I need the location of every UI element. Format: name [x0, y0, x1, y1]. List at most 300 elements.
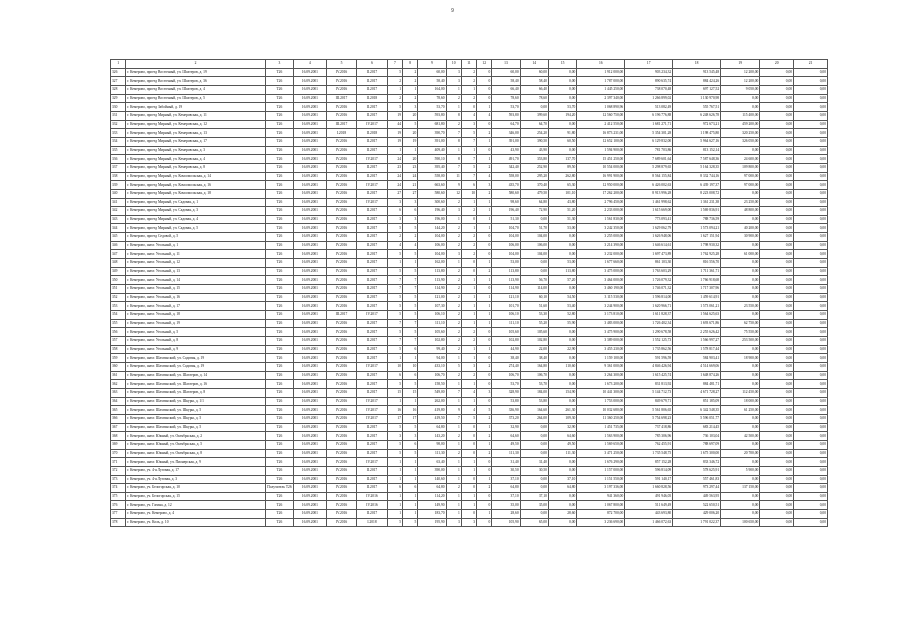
- table-cell: 1: [477, 302, 492, 311]
- table-cell: 16.09.2001: [294, 207, 327, 216]
- table-cell: 8 913 996,28: [625, 189, 673, 198]
- table-cell: 1: [402, 501, 417, 510]
- table-cell: 19: [402, 137, 417, 146]
- table-cell: 2: [461, 250, 476, 259]
- table-cell: 2: [461, 371, 476, 380]
- table-cell: 18 900,00: [721, 354, 760, 363]
- table-cell: Т26: [265, 276, 293, 285]
- table-cell: 333: [111, 129, 126, 138]
- table-cell: 5: [402, 328, 417, 337]
- table-cell: г. Кемерово, шахт. Шахтинский, уч. Шкуры, д. 5: [126, 414, 265, 423]
- table-cell: 2: [402, 77, 417, 86]
- table-cell: 53,30: [520, 311, 548, 320]
- table-cell: 5: [387, 311, 402, 320]
- table-cell: II.2017: [357, 207, 388, 216]
- table-cell: 3: [402, 103, 417, 112]
- table-row: [111, 120, 828, 129]
- table-cell: 0: [477, 518, 492, 527]
- table-cell: 1 675 300,00: [673, 449, 721, 458]
- table-cell: г. Кемерово, шахт. Угольный, д. 17: [126, 302, 265, 311]
- table-cell: 0,00: [794, 293, 828, 302]
- table-cell: 1: [477, 345, 492, 354]
- table-cell: Т26: [265, 163, 293, 172]
- table-cell: II.2017: [357, 475, 388, 484]
- table-cell: IV.2016: [326, 337, 357, 346]
- table-cell: Т26: [265, 120, 293, 129]
- table-cell: 375: [111, 492, 126, 501]
- table-row: [111, 215, 828, 224]
- table-cell: Т26: [265, 129, 293, 138]
- table-cell: 336,90: [492, 406, 520, 415]
- table-cell: 370: [111, 449, 126, 458]
- table-cell: 773 093,41: [625, 215, 673, 224]
- table-cell: г. Кемерово, проезд Мирный, уч. Кемеровская, д. 3: [126, 146, 265, 155]
- table-cell: 1: [461, 302, 476, 311]
- table-cell: 16.09.2001: [294, 181, 327, 190]
- table-cell: 16.09.2001: [294, 129, 327, 138]
- table-cell: 0,00: [721, 414, 760, 423]
- table-cell: г. Кемерово, шахт. Южный, уч. Октябрьская, д. 8: [126, 449, 265, 458]
- table-cell: 1 693 671,86: [673, 319, 721, 328]
- table-row: [111, 492, 828, 501]
- table-cell: 513 082,49: [625, 103, 673, 112]
- table-cell: 3 471 250,00: [577, 449, 625, 458]
- table-cell: 1 361 231,38: [673, 198, 721, 207]
- table-cell: 102,80: [520, 337, 548, 346]
- table-cell: 109,30: [548, 414, 576, 423]
- table-cell: II.2017: [357, 285, 388, 294]
- table-cell: 0,00: [721, 423, 760, 432]
- table-cell: IV.2016: [326, 388, 357, 397]
- table-cell: 0,00: [760, 267, 794, 276]
- table-cell: 111,10: [492, 319, 520, 328]
- table-cell: 1: [461, 345, 476, 354]
- table-cell: 113,80: [548, 267, 576, 276]
- table-cell: IV.2017: [357, 198, 388, 207]
- table-cell: 0,00: [760, 362, 794, 371]
- table-cell: 64,80: [520, 198, 548, 207]
- table-cell: IV.2016: [326, 501, 357, 510]
- table-cell: г. Кемерово, проезд Мирный, уч. Комсомольская, д. 16: [126, 181, 265, 190]
- table-cell: Т26: [265, 510, 293, 519]
- table-cell: 328,90: [492, 388, 520, 397]
- table-cell: 30,50: [492, 466, 520, 475]
- table-cell: 137 150,00: [721, 484, 760, 493]
- table-cell: 16.09.2001: [294, 103, 327, 112]
- table-cell: 522 650,51: [673, 501, 721, 510]
- table-cell: 459 200,00: [721, 120, 760, 129]
- table-cell: 5: [446, 362, 461, 371]
- table-cell: 1: [461, 354, 476, 363]
- table-cell: 0: [477, 458, 492, 467]
- table-cell: г. Кемерово, уч. Белогорская, д. 10: [126, 484, 265, 493]
- table-cell: 16.09.2001: [294, 302, 327, 311]
- table-cell: 7: [461, 137, 476, 146]
- table-cell: 890 635,74: [625, 77, 673, 86]
- table-cell: г. Кемерово, проезд Забойный, д. 19: [126, 103, 265, 112]
- table-cell: II.2017: [357, 172, 388, 181]
- table-cell: 0: [477, 285, 492, 294]
- table-cell: 0,00: [794, 449, 828, 458]
- table-cell: 98,60: [492, 198, 520, 207]
- table-cell: г. Кемерово, шахт. Угольный, д. 19: [126, 319, 265, 328]
- table-cell: 53,00: [548, 259, 576, 268]
- table-cell: Т26: [265, 189, 293, 198]
- table-cell: г. Кемерово, уч. 4-я Луговая, д. 3: [126, 475, 265, 484]
- table-cell: 0,00: [760, 458, 794, 467]
- table-cell: 1 629 062,79: [625, 224, 673, 233]
- table-cell: 53,70: [492, 380, 520, 389]
- table-cell: 98,00: [418, 440, 446, 449]
- table-cell: 1: [461, 466, 476, 475]
- table-cell: 0,00: [548, 501, 576, 510]
- table-cell: II.2017: [357, 510, 388, 519]
- table-cell: 183,70: [418, 510, 446, 519]
- table-cell: 335: [111, 146, 126, 155]
- table-cell: 0,00: [794, 466, 828, 475]
- table-cell: 0,00: [794, 68, 828, 77]
- table-cell: 104,00: [492, 233, 520, 242]
- table-cell: 1 578 817,44: [673, 345, 721, 354]
- table-cell: 479,50: [520, 189, 548, 198]
- table-cell: 16.09.2001: [294, 215, 327, 224]
- table-cell: 364: [111, 397, 126, 406]
- table-cell: 0,00: [721, 380, 760, 389]
- table-cell: 1: [461, 311, 476, 320]
- table-cell: 16 873 231,00: [577, 129, 625, 138]
- table-cell: 7: [402, 276, 417, 285]
- table-row: [111, 267, 828, 276]
- table-cell: 63,40: [418, 458, 446, 467]
- table-cell: г. Кемерово, проезд Мирный, уч. Кемеровская, д. 12: [126, 120, 265, 129]
- table-cell: г. Кемерово, проезд Мирный, уч. Кемеровская, д. 17: [126, 137, 265, 146]
- table-cell: 37,10: [548, 475, 576, 484]
- table-cell: Получатель Т26: [265, 484, 293, 493]
- table-cell: 16.09.2001: [294, 510, 327, 519]
- table-cell: 0: [461, 103, 476, 112]
- table-cell: 816 556,70: [673, 259, 721, 268]
- table-cell: г. Кемерово, проезд Восточный, уч. Шахтеров, д. 5: [126, 94, 265, 103]
- table-cell: 0: [477, 501, 492, 510]
- table-cell: 590,10: [418, 155, 446, 164]
- table-cell: 64,70: [520, 120, 548, 129]
- table-cell: 7: [402, 285, 417, 294]
- table-cell: 3: [402, 432, 417, 441]
- table-cell: 0,00: [794, 388, 828, 397]
- table-cell: 15: [402, 388, 417, 397]
- table-cell: 1 198 475,80: [673, 129, 721, 138]
- table-cell: IV.2016: [326, 293, 357, 302]
- table-cell: II.2017: [357, 111, 388, 120]
- table-cell: 1: [446, 466, 461, 475]
- table-cell: 3 264 300,00: [577, 371, 625, 380]
- table-cell: II.2018: [357, 94, 388, 103]
- table-cell: 55,20: [520, 319, 548, 328]
- table-cell: 111,30: [418, 449, 446, 458]
- table-cell: 2: [461, 68, 476, 77]
- table-cell: 0,00: [760, 285, 794, 294]
- table-row: [111, 484, 828, 493]
- table-cell: 62 750,00: [721, 319, 760, 328]
- table-row: [111, 501, 828, 510]
- table-cell: 1: [477, 423, 492, 432]
- table-cell: 0,00: [520, 484, 548, 493]
- table-cell: 51,20: [548, 207, 576, 216]
- table-cell: 0,00: [794, 345, 828, 354]
- table-cell: II.2017: [357, 250, 388, 259]
- table-cell: 72,90: [520, 207, 548, 216]
- table-cell: 16.09.2001: [294, 362, 327, 371]
- table-cell: 53,70: [520, 380, 548, 389]
- table-cell: II.2017: [357, 466, 388, 475]
- table-cell: 358: [111, 345, 126, 354]
- table-cell: 43,90: [492, 146, 520, 155]
- table-cell: 52,80: [548, 311, 576, 320]
- table-cell: 51,30: [548, 215, 576, 224]
- table-cell: II.2017: [357, 259, 388, 268]
- table-cell: 7: [446, 129, 461, 138]
- table-cell: 362: [111, 380, 126, 389]
- table-cell: 831 813,92: [625, 380, 673, 389]
- table-cell: 0,00: [794, 371, 828, 380]
- table-cell: 11 360 250,00: [577, 414, 625, 423]
- table-cell: II.2017: [357, 241, 388, 250]
- table-cell: 390,00: [418, 466, 446, 475]
- table-cell: 738 070,48: [625, 85, 673, 94]
- table-cell: 1 735 548,75: [625, 449, 673, 458]
- table-cell: 2: [402, 94, 417, 103]
- table-cell: II.2017: [357, 68, 388, 77]
- table-cell: 2: [446, 120, 461, 129]
- table-cell: 0,00: [794, 181, 828, 190]
- table-cell: 0: [461, 267, 476, 276]
- table-cell: Т26: [265, 198, 293, 207]
- table-cell: 683 214,45: [673, 423, 721, 432]
- table-cell: г. Кемерово, шахт. Шахтинский, уч. Шкуры, д. 5: [126, 423, 265, 432]
- table-cell: 349: [111, 267, 126, 276]
- table-cell: 2: [446, 233, 461, 242]
- table-cell: 5: [402, 311, 417, 320]
- table-cell: 113,80: [418, 267, 446, 276]
- table-cell: 0,00: [721, 189, 760, 198]
- table-row: [111, 129, 828, 138]
- table-row: [111, 94, 828, 103]
- table-cell: 0,00: [760, 518, 794, 527]
- table-cell: 580,60: [492, 189, 520, 198]
- table-cell: 697 127,52: [673, 85, 721, 94]
- table-cell: 3: [446, 68, 461, 77]
- table-cell: 16.09.2001: [294, 224, 327, 233]
- table-cell: 0: [461, 423, 476, 432]
- table-cell: 3 173 810,00: [577, 311, 625, 320]
- table-cell: Т26: [265, 85, 293, 94]
- table-cell: 3: [461, 362, 476, 371]
- table-cell: 16.09.2001: [294, 267, 327, 276]
- table-cell: 5 964 627,16: [673, 137, 721, 146]
- table-cell: Т26: [265, 337, 293, 346]
- table-cell: 56,70: [520, 276, 548, 285]
- table-cell: г. Кемерово, проезд Восточный, уч. Шахтеров, д. 19: [126, 68, 265, 77]
- table-cell: 372: [111, 466, 126, 475]
- table-cell: IV.2016: [326, 449, 357, 458]
- table-row: [111, 423, 828, 432]
- table-cell: 27: [387, 189, 402, 198]
- table-cell: II.2017: [357, 484, 388, 493]
- table-row: [111, 458, 828, 467]
- table-cell: Т26: [265, 293, 293, 302]
- column-header: 2: [126, 60, 265, 69]
- table-cell: 99,40: [418, 345, 446, 354]
- table-cell: 2: [446, 267, 461, 276]
- table-cell: 0,00: [794, 354, 828, 363]
- table-cell: 390,70: [418, 129, 446, 138]
- table-cell: 6: [387, 207, 402, 216]
- table-row: [111, 85, 828, 94]
- table-cell: 1: [446, 215, 461, 224]
- table-cell: 300,60: [418, 198, 446, 207]
- table-cell: II.2017: [357, 276, 388, 285]
- table-cell: 158,50: [418, 380, 446, 389]
- table-cell: 346,00: [492, 129, 520, 138]
- table-cell: 0,00: [760, 250, 794, 259]
- table-cell: 4 671 728,27: [673, 388, 721, 397]
- table-cell: 6: [461, 181, 476, 190]
- table-cell: 0,00: [760, 224, 794, 233]
- table-cell: 49,50: [492, 440, 520, 449]
- table-cell: IV.2016: [326, 285, 357, 294]
- table-cell: 0,00: [760, 414, 794, 423]
- table-cell: 1 746 071,32: [625, 285, 673, 294]
- table-cell: 23: [402, 163, 417, 172]
- table-cell: 591 140,17: [625, 475, 673, 484]
- table-cell: 0,00: [760, 311, 794, 320]
- table-cell: 58,40: [492, 77, 520, 86]
- table-cell: IV.2016: [326, 397, 357, 406]
- table-cell: II.2017: [357, 224, 388, 233]
- table-cell: 5 561 806,65: [625, 406, 673, 415]
- table-cell: 5 164 328,35: [673, 163, 721, 172]
- table-cell: 32,90: [548, 423, 576, 432]
- table-cell: 0,00: [794, 241, 828, 250]
- table-cell: 558,00: [492, 172, 520, 181]
- table-cell: 360: [111, 362, 126, 371]
- table-cell: 0,00: [794, 440, 828, 449]
- table-cell: 37,10: [492, 492, 520, 501]
- table-cell: 5: [387, 440, 402, 449]
- table-cell: 0,00: [721, 94, 760, 103]
- table-cell: 16.09.2001: [294, 85, 327, 94]
- table-cell: II.2017: [357, 189, 388, 198]
- table-cell: 16.09.2001: [294, 475, 327, 484]
- column-header: 15: [548, 60, 576, 69]
- table-cell: 0,00: [520, 475, 548, 484]
- table-cell: IV.2016: [326, 380, 357, 389]
- table-cell: 0,00: [520, 267, 548, 276]
- table-cell: г. Кемерово, шахт. Угольный, д. 14: [126, 276, 265, 285]
- table-cell: 44: [387, 120, 402, 129]
- table-cell: 32,90: [492, 423, 520, 432]
- table-cell: 16.09.2001: [294, 146, 327, 155]
- table-cell: IV.2016: [326, 103, 357, 112]
- table-cell: 149,90: [418, 501, 446, 510]
- table-cell: 23 250,00: [721, 198, 760, 207]
- table-cell: IV.2016: [326, 475, 357, 484]
- table-cell: 10: [461, 189, 476, 198]
- table-cell: 367: [111, 423, 126, 432]
- table-cell: Т26: [265, 207, 293, 216]
- table-cell: 2: [446, 241, 461, 250]
- column-header: 5: [326, 60, 357, 69]
- table-cell: 2: [387, 77, 402, 86]
- table-row: [111, 172, 828, 181]
- table-cell: 16.09.2001: [294, 137, 327, 146]
- table-cell: 252,90: [520, 163, 548, 172]
- table-cell: 0: [477, 68, 492, 77]
- table-cell: 0,00: [794, 362, 828, 371]
- table-cell: 0,00: [794, 484, 828, 493]
- table-cell: 0,00: [721, 345, 760, 354]
- table-cell: г. Кемерово, шахт. Угольный, д. 16: [126, 293, 265, 302]
- table-cell: 0,00: [760, 68, 794, 77]
- table-cell: 1: [387, 146, 402, 155]
- table-cell: 78,60: [418, 94, 446, 103]
- table-cell: 7 587 648,36: [673, 155, 721, 164]
- table-row: [111, 155, 828, 164]
- table-cell: 557 461,83: [673, 475, 721, 484]
- table-row: [111, 354, 828, 363]
- table-cell: 0,00: [794, 250, 828, 259]
- table-cell: 0,00: [520, 449, 548, 458]
- table-cell: 58,40: [418, 77, 446, 86]
- table-cell: 0,00: [760, 155, 794, 164]
- table-cell: 1: [477, 155, 492, 164]
- table-cell: 0,00: [520, 432, 548, 441]
- table-cell: 2: [461, 94, 476, 103]
- table-cell: 320 250,00: [721, 129, 760, 138]
- table-cell: 58,40: [520, 77, 548, 86]
- table-cell: 5: [387, 68, 402, 77]
- table-cell: 0,00: [548, 466, 576, 475]
- table-cell: 43,80: [548, 198, 576, 207]
- table-cell: 16 991 900,00: [577, 172, 625, 181]
- table-cell: 1: [461, 501, 476, 510]
- table-cell: 8: [446, 111, 461, 120]
- column-header: 12: [477, 60, 492, 69]
- table-cell: II.2017: [357, 293, 388, 302]
- table-cell: г. Кемерово, шахт. Южный, уч. Пионерская, д. 9: [126, 458, 265, 467]
- table-cell: 0,00: [760, 85, 794, 94]
- table-cell: 16.09.2001: [294, 432, 327, 441]
- table-cell: 1 569 650,00: [577, 440, 625, 449]
- table-cell: 0,00: [760, 388, 794, 397]
- table-cell: 6 196 776,88: [625, 111, 673, 120]
- table-cell: 24: [387, 172, 402, 181]
- table-cell: 3 244 900,00: [577, 302, 625, 311]
- table-cell: 2: [446, 224, 461, 233]
- table-cell: г. Кемерово, проезд Мирный, уч. Кемеровская, д. 13: [126, 129, 265, 138]
- table-cell: 1: [477, 207, 492, 216]
- table-cell: 102,80: [492, 337, 520, 346]
- table-cell: Т26: [265, 388, 293, 397]
- table-cell: Т26: [265, 501, 293, 510]
- table-cell: Т26: [265, 146, 293, 155]
- table-cell: 5 596 051,77: [673, 414, 721, 423]
- table-cell: 6 426 002,63: [625, 181, 673, 190]
- table-cell: Т26: [265, 215, 293, 224]
- table-cell: 12 652 100,00: [577, 137, 625, 146]
- table-cell: 261,30: [548, 406, 576, 415]
- table-cell: 1: [477, 215, 492, 224]
